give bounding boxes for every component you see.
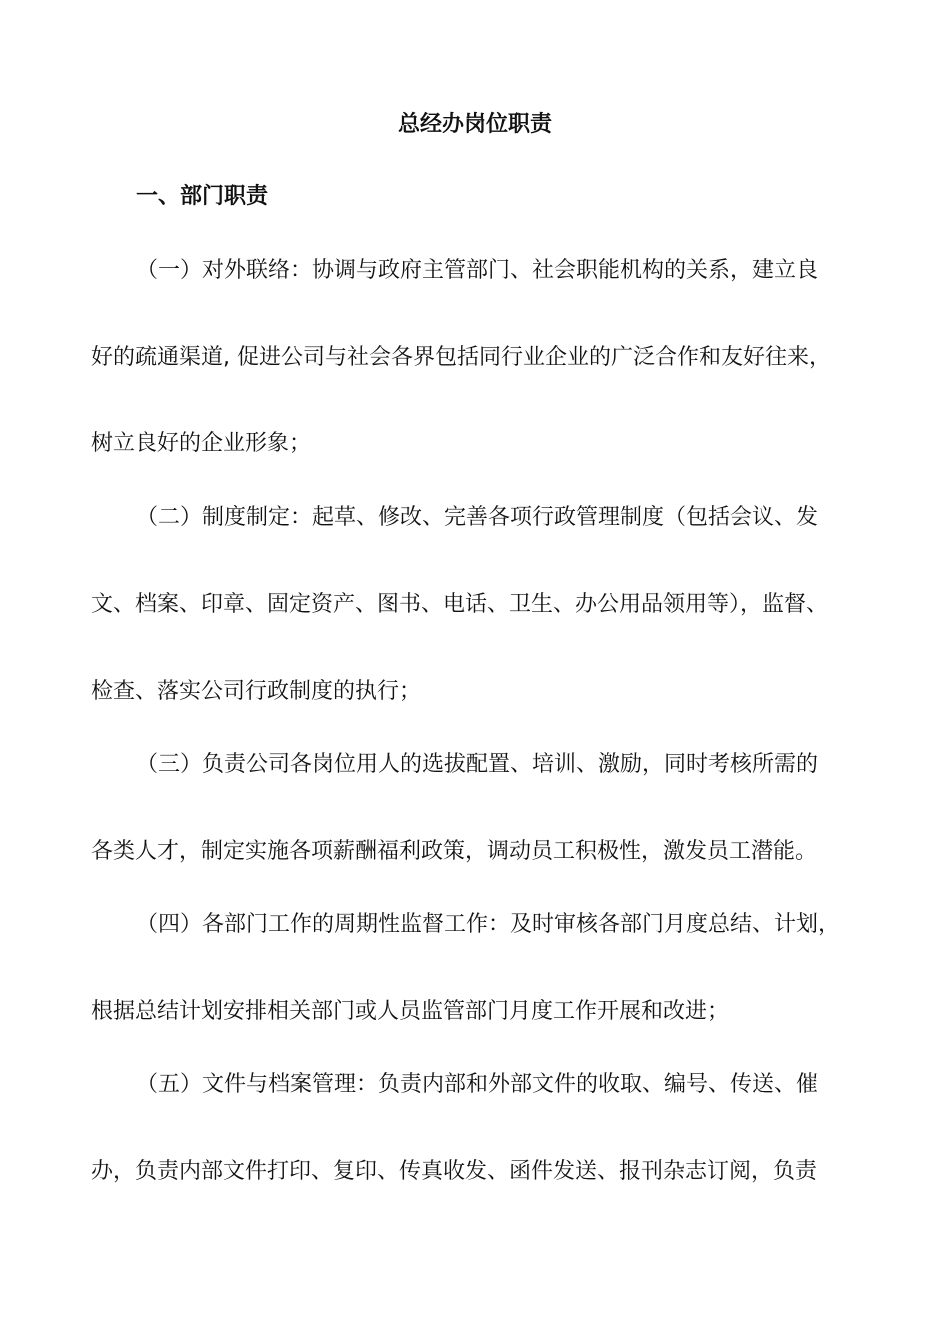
paragraph-line: 好的疏通渠道, 促进公司与社会各界包括同行业企业的广泛合作和友好往来， <box>91 345 831 370</box>
paragraph-line: 文、档案、印章、固定资产、图书、电话、卫生、办公用品领用等），监督、 <box>91 592 829 617</box>
paragraph-line: 办，负责内部文件打印、复印、传真收发、函件发送、报刊杂志订阅，负责 <box>91 1159 818 1184</box>
section-heading: 一、部门职责 <box>136 184 269 209</box>
paragraph-line: 检查、落实公司行政制度的执行； <box>91 679 422 704</box>
paragraph-line: 根据总结计划安排相关部门或人员监管部门月度工作开展和改进； <box>91 999 730 1024</box>
paragraph-line: （三）负责公司各岗位用人的选拔配置、培训、激励，同时考核所需的 <box>136 752 819 777</box>
paragraph-line: （四）各部门工作的周期性监督工作：及时审核各部门月度总结、计划， <box>136 912 841 937</box>
paragraph-line: （一）对外联络：协调与政府主管部门、社会职能机构的关系，建立良 <box>136 258 819 283</box>
paragraph-line: 各类人才，制定实施各项薪酬福利政策，调动员工积极性，激发员工潜能。 <box>91 839 818 864</box>
paragraph-line: 树立良好的企业形象； <box>91 431 312 456</box>
document-title: 总经办岗位职责 <box>397 112 552 137</box>
paragraph-line: （五）文件与档案管理：负责内部和外部文件的收取、编号、传送、催 <box>136 1072 819 1097</box>
paragraph-line: （二）制度制定：起草、修改、完善各项行政管理制度（包括会议、发 <box>136 505 819 530</box>
